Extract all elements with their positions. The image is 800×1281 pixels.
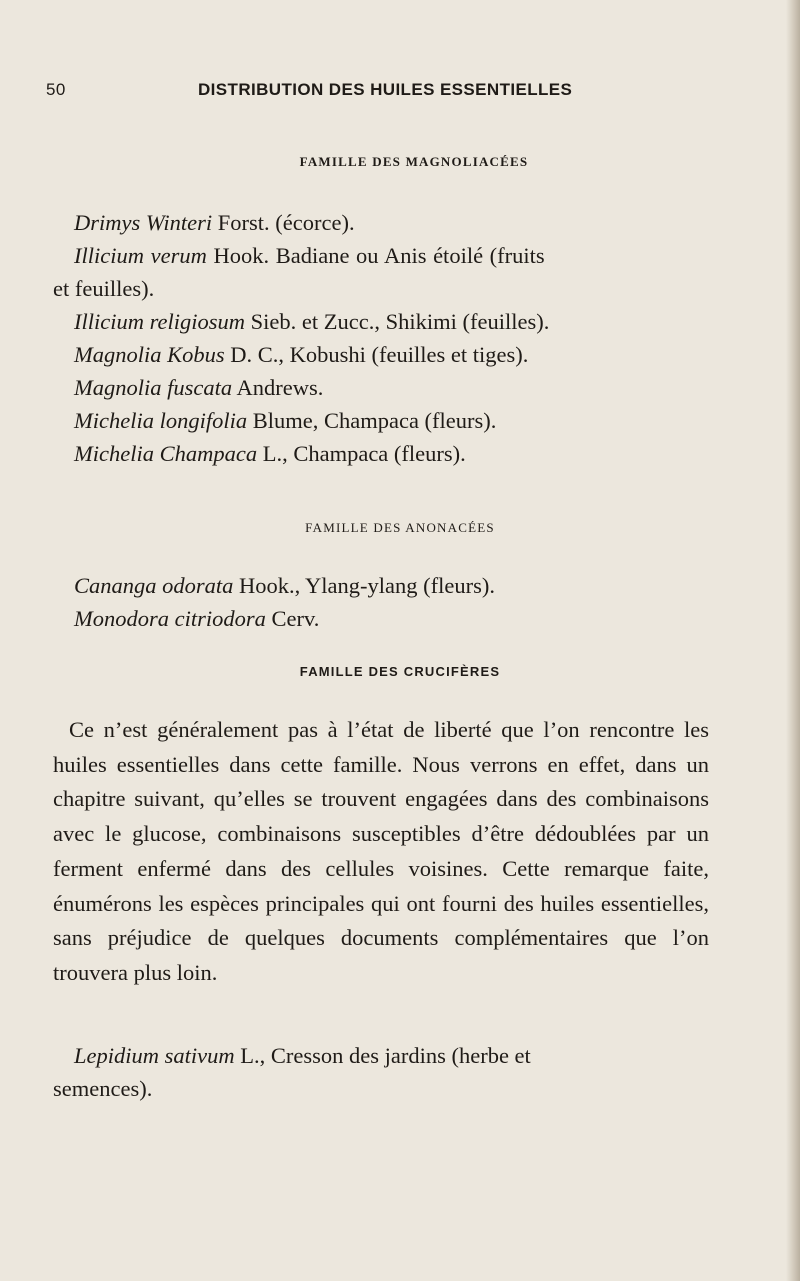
entry-line: Cananga odorata Hook., Ylang-ylang (fleurs). xyxy=(74,573,495,598)
entry-line: Illicium verum Hook. Badiane ou Anis étoilé (fruits xyxy=(74,243,545,268)
section-title-magnoliacees: FAMILLE DES MAGNOLIACÉES xyxy=(299,154,529,169)
body-paragraph: Ce n’est généralement pas à l’état de liberté que l’on rencontre les huiles essentielles dans cette famille. Nous verrons en effet, dans un chapitre suivant, qu’elles se trouvent engagées dans des combinaisons avec le glucose, combinaisons susceptibles d’être dédoublées par un ferment enfermé dans des cellules voisines. Cette remarque faite, énumérons les espèces principales qui ont fourni des huiles essentielles, sans préjudice de quelques documents complémentaires que l’on trouvera plus loin. xyxy=(53,717,709,985)
entry-line: Monodora citriodora Cerv. xyxy=(74,606,320,631)
entry-line: Magnolia Kobus D. C., Kobushi (feuilles et tiges). xyxy=(74,342,529,367)
entry-line: Magnolia fuscata Andrews. xyxy=(74,375,324,400)
entry-line: semences). xyxy=(53,1076,153,1101)
running-header xyxy=(46,80,606,102)
page-number: 50 xyxy=(46,80,66,99)
entry-line: Illicium religiosum Sieb. et Zucc., Shikimi (feuilles). xyxy=(74,309,550,334)
running-title: DISTRIBUTION DES HUILES ESSENTIELLES xyxy=(198,80,573,99)
entry-line: et feuilles). xyxy=(53,276,155,301)
entry-line: Michelia Champaca L., Champaca (fleurs). xyxy=(74,441,466,466)
entry-line: Michelia longifolia Blume, Champaca (fleurs). xyxy=(74,408,497,433)
page-edge xyxy=(786,0,800,1281)
section-title-cruciferes: FAMILLE DES CRUCIFÈRES xyxy=(299,664,501,679)
entry-line: Drimys Winteri Forst. (écorce). xyxy=(74,210,355,235)
entry-line: Lepidium sativum L., Cresson des jardins (herbe et xyxy=(74,1043,531,1068)
section-title-anonacees: FAMILLE DES ANONACÉES xyxy=(305,520,495,535)
